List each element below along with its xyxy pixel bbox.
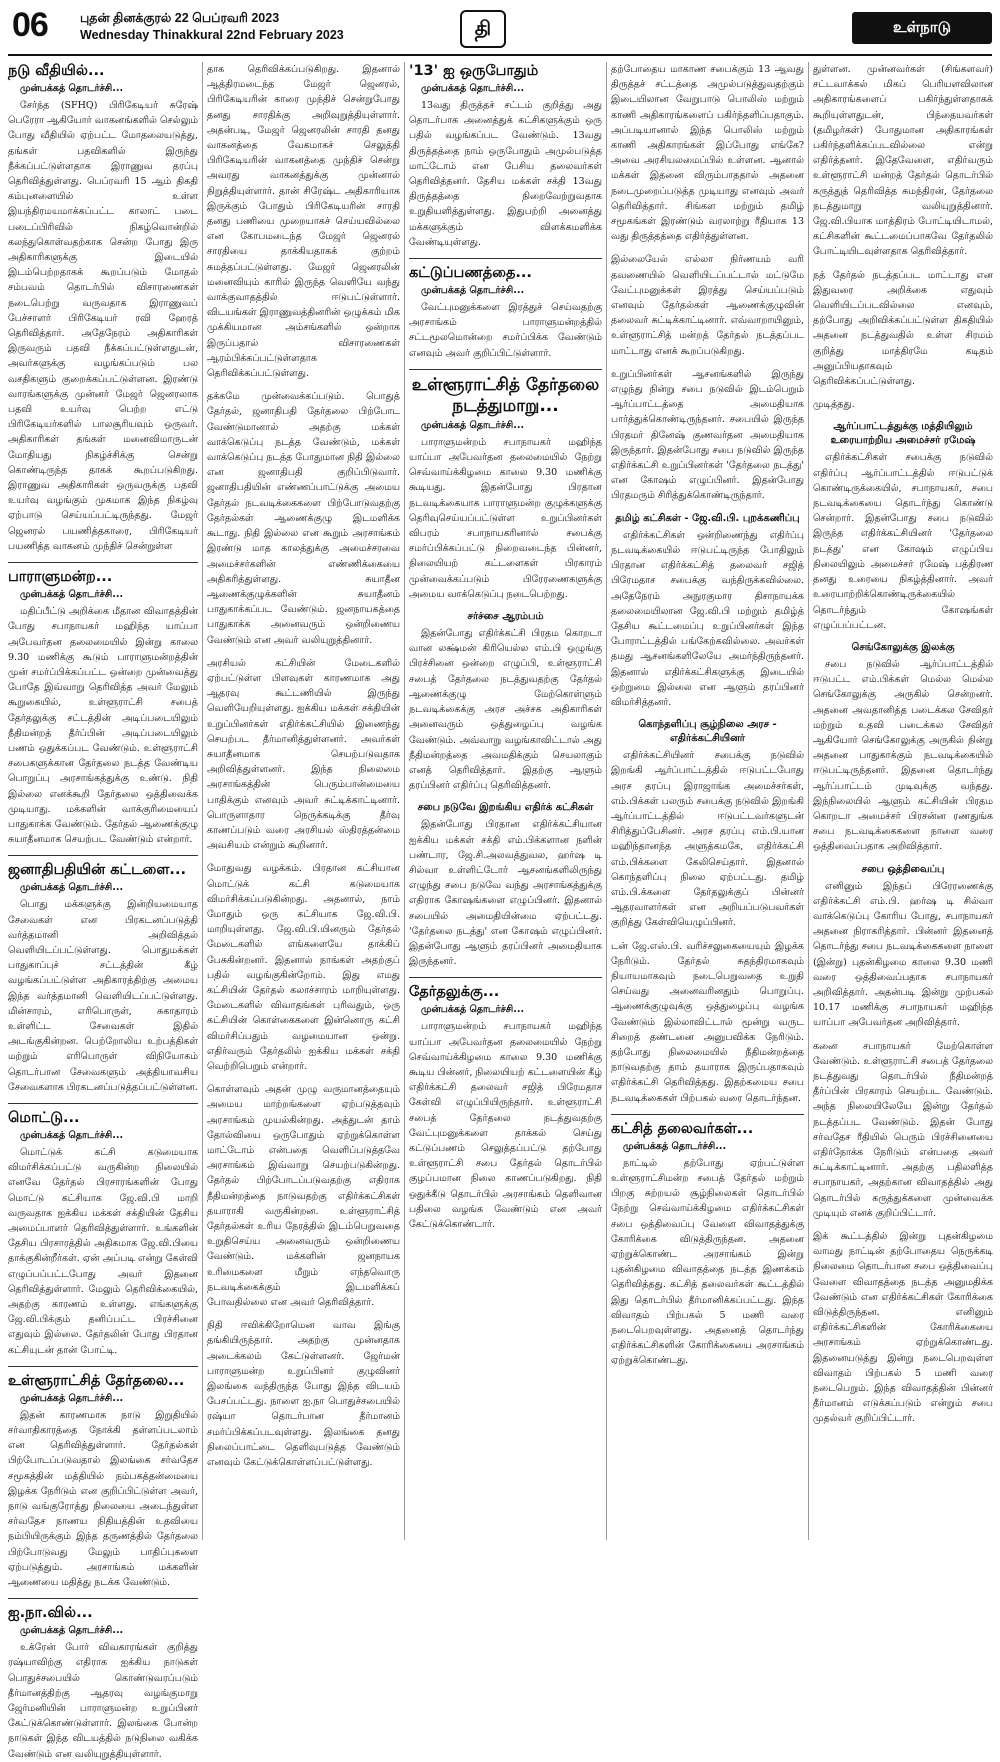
story-body: பாராளுமன்றம் சபாநாயகர் மஹிந்த யாப்பா அபேவர்தன தலைமையில் நேற்று செவ்வாய்க்கிழமை காலை 9.30 மணிக்கு கூடிய பின்னர், நிலையியற் கட்டளையின் கீழ் எதிர்க்கட்சி தலைவர் சஜித் பிரேமதாச கேள்வி எழுப்பியிருந்தார். உள்ளூராட்சி சபைத் தேர்தலை நடத்துவதற்கு வேட்புமனுக்களை தாக்கல் செய்து கட்டுப்பணம் செலுத்தப்பட்டு தற்போது உள்ளூராட்சி சபை தேர்தல் தொடர்பில் குழப்பமான நிலை காணப்படுகிறது. நிதி ஒதுக்கீடு தொடர்பில் அரசாங்கம் தெளிவான பதிலை வழங்க வேண்டும் என அவர் கேட்டுக்கொண்டார். (409, 1021, 602, 1230)
news-story (409, 62, 602, 250)
story-headline: உள்ளூராட்சித் தேர்தலை... (8, 1372, 185, 1389)
news-story (409, 801, 602, 969)
story-subheading: கொந்தளிப்பு சூழ்நிலை அரச - எதிர்க்கட்சியினர் (638, 719, 777, 745)
story-separator (409, 258, 602, 259)
news-story (409, 258, 602, 361)
continuation-kicker: முன்பக்கத் தொடர்ச்சி... (623, 1140, 727, 1152)
story-body: இக் கூட்டத்தில் இன்று புதன்கிழமை வாமது நாட்டின் தற்போதைய நெருக்கடி நிலைமை தொடர்பான சபை ஒத்திவைப்பு வேளை விவாதத்தை நடத்த அனுமதிக்க வேண்டும் என எதிர்க்கட்சிகள் கோரிக்கை விடுத்திருந்தன. எனினும் எதிர்க்கட்சிகளின் கோரிக்கையை அரசாங்கம் ஏற்றுக்கொண்டது. இதனையடுத்து இன்று நடைபெறவுள்ள விவாதம் பிற்பகல் 5 மணி வரை நடைபெறும். இந்த விவாதத்தின் பின்னர் தீர்மானம் எடுக்கப்படும் என்றும் சபை முதல்வர் குறிப்பிட்டார். (813, 1231, 993, 1425)
story-headline: கட்டுப்பணத்தை... (409, 265, 532, 282)
news-story (611, 512, 804, 710)
continuation-kicker: முன்பக்கத் தொடர்ச்சி... (421, 285, 525, 297)
story-body: எனினும் இந்தப் பிரேரணைக்கு எதிர்க்கட்சி எம்.பி. ஹர்ஷ டி சில்வா வாக்கெடுப்பு கோரிய போது, சபாநாயகர் அதனை நிராகரித்தார். பின்னர் இதனைத் தொடர்ந்து சபை நடவடிக்கைகளை நாளை (இன்று) புதன்கிழமை காலை 9.30 மணி வரை ஒத்திவைப்பதாக சபாநாயகர் அறிவித்தார். அதன்படி இன்று முற்பகல் 10.17 மணிக்கு சபாநாயகர் மஹிந்த யாப்பா அபேவர்தன அறிவித்தார். (813, 880, 993, 1029)
column-divider (404, 62, 405, 1540)
story-separator (8, 855, 198, 856)
story-body: துள்ளன. முன்னவர்கள் (சிங்களவர்) சட்டவாக்கல் மிகப் பெரியளவிலான அதிகாரங்களைப் பகிர்ந்துள்ளதாகக் கூறியுள்ளதுடன், பிந்தையவர்கள் (தமிழர்கள்) போதுமான அதிகாரங்கள் பகிர்ந்தளிக்கப்படவில்லை என்று எதிர்த்தனர். இதேவேளை, எதிர்வரும் உள்ளூராட்சி மன்றத் தேர்தல் தொடர்பில் கருத்துத் தெரிவித்த சுமந்திரன், தேர்தலை நடத்துமாறு வலியுறுத்தினார். ஜே.வி.பியாக மாத்திரம் போட்டியிடாமல், கட்சிகளின் கூட்டமைப்பாகவே தேர்தலில் போட்டியிடவுள்ளதாக தெரிவித்தார். (813, 64, 993, 258)
story-body: முடித்தது. (813, 399, 855, 411)
story-separator (8, 1598, 198, 1599)
news-story (611, 718, 804, 930)
news-story (207, 389, 400, 647)
story-body: மதிப்பீட்டு அறிக்கை மீதான விவாதத்தின் போது சபாநாயகர் மஹிந்த யாப்பா அபேவர்தன தலைமையில் இன்று காலை 9.30 மணிக்கு கூடும் பாராளுமன்றத்தின் முன் சமர்ப்பிக்கப்பட்ட ஒன்றை முன்வைத்து போதே இவ்வாறு தெரிவித்த அவர் மேலும் கூறுகையில், உள்ளூராட்சி சபைத் தேர்தலுக்கு சட்டத்தின் அடிப்படையிலும் நீதிமன்றத் தீர்ப்பின் அடிப்படையிலும் பணம் ஒதுக்கப்பட வேண்டும். உள்ளூராட்சி சபைகளுக்கான தேர்தலை நடத்த வேண்டிய பொறுப்பு அரசாங்கத்துக்கு உண்டு. நிதி இல்லை எனக்கூறி தேர்தலை ஒத்திவைக்க முடியாது. மக்களின் வாக்குரிமையைப் பாதுகாக்க வேண்டும். தேர்தல் ஆணைக்குழு சுயாதீனமாக செயற்பட வேண்டும் என்றார். (8, 606, 198, 846)
masthead (8, 6, 992, 56)
story-body: இதன்போது எதிர்க்கட்சி பிரதம கொறடா வான லக்ஷ்மன் கிரியெல்ல எம்.பி ஒழுங்கு பிரச்சினை ஒன்றை எழுப்பி, உள்ளூராட்சி சபைத் தேர்தலை நடத்துவதற்கு தேர்தல் ஆணைக்குழு மேற்கொள்ளும் நடவடிக்கைக்கு அரச அச்சக அதிகாரிகள் அனைவரும் ஒத்துழைப்பு வழங்க வேண்டும். அவ்வாறு வழங்காவிட்டால் அது நீதிமன்றத்தை அவமதிக்கும் செயலாகும் எனத் தெரிவித்தார். இதற்கு ஆளும் தரப்பினர் எதிர்ப்பு தெரிவித்தனர். (409, 628, 602, 792)
news-story (409, 369, 602, 602)
news-story (611, 939, 804, 1106)
story-headline: '13' ஐ ஒருபோதும் (409, 63, 539, 79)
news-story (207, 656, 400, 854)
story-body: இதன் காரணமாக நாடு இறுதியில் சர்வாதிகாரத்தை நோக்கி தள்ளப்படலாம் என தெரிவித்துள்ளார். தேர்தல்கள் பிற்போடப்படுவதால் இலங்கை சர்வதேச சமூகத்தின் மத்தியில் நம்பகத்தன்மையை இழக்க நேரிடும் என குறிப்பிட்டுள்ள அவர், நாடு வங்குரோத்து நிலையை அடைந்துள்ள சர்வதேச நாணய நிதியத்தின் உதவியை நம்பியிருக்கும் இந்த தருணத்தில் தேர்தலை பிற்போடுவது மேலும் பாதிப்புகளை ஏற்படுத்தும். அரசாங்கம் மக்களின் ஆணையை மதித்து நடக்க வேண்டும். (8, 1409, 198, 1589)
continuation-kicker: முன்பக்கத் தொடர்ச்சி... (421, 1004, 525, 1016)
story-headline: பாராளுமன்ற... (8, 569, 113, 586)
column-5 (813, 62, 993, 1540)
news-story (8, 1598, 198, 1762)
column-2 (207, 62, 400, 1540)
story-body: தக்கமே முன்வைக்கப்படும். பொதுத் தேர்தல், ஜனாதிபதி தேர்தலை பிற்போட வேண்டுமானால் அதற்கு மக்கள் வாக்கெடுப்பு நடத்த வேண்டும், மக்கள் வாக்கெடுப்பு நடத்த போதுமான நிதி இல்லை என ஜனாதிபதி குறிப்பிடுவார். ஜனாதிபதியின் எண்ணப்பாட்டுக்கு அமைய தேர்தல் நடவடிக்கைகளை பிற்போடுவதற்கு தேர்தல்கள் ஆணைக்குழு இடமளிக்க கூடாது. நிதி இல்லை என கூறும் அரசாங்கம் இரண்டு மாத காலத்துக்கு அமைச்சரவை அமைச்சர்களின் எண்ணிக்கையை அதிகரித்துள்ளது. சுயாதீன ஆணைக்குழுக்களின் சுயாதீனம் பாதுகாக்கப்பட வேண்டும். ஜனநாயகத்தை பாதுகாக்க அனைவரும் ஒன்றிணைய வேண்டும் என அவர் வலியுறுத்தினார். (207, 391, 400, 646)
story-body: 13வது திருத்தச் சட்டம் குறித்து அது தொடர்பாக அனைத்துக் கட்சிகளுக்கும் ஒரு பதில் வழங்கப்பட வேண்டும். 13வது திருத்தத்தை நாம் ஒருபோதும் அமுல்படுத்த மாட்டோம் என பேசிய தலைவர்கள் தெரிவித்தனர். தேசிய மக்கள் சக்தி 13வது திருத்தத்தை நிறைவேற்றுவதாக உறுதியளித்துள்ளது. இதுபற்றி அனைத்து மக்களுக்கும் விளக்கமளிக்க வேண்டியுள்ளது. (409, 100, 602, 248)
continuation-kicker: முன்பக்கத் தொடர்ச்சி... (20, 589, 124, 601)
story-body: தாக தெரிவிக்கப்படுகிறது. இதனால் ஆத்திரமடைந்த மேஜர் ஜெனரல், பிரிகேடியரின் காரை முந்திச் சென்றுபோது தனது சாரதிக்கு அறிவுறுத்தியுள்ளார். அதன்படி, மேஜர் ஜெனரலின் சாரதி தனது வாகனத்தை வேகமாகச் செலுத்தி பிரிகேடியரின் வாகனத்தை முந்திச் சென்று அவரது வாகனத்துக்கு முன்னால் நிறுத்தியுள்ளார். தான் சிரேஷ்ட அதிகாரியாக இருக்கும் போதும் பிரிகேடியரின் சாரதி தனது பணியை முறையாகச் செய்யவில்லை என கோபமடைந்த மேஜர் ஜெனரல் சாரதியை தாக்கியதாகக் குற்றம் சுமத்தப்பட்டுள்ளது. மேஜர் ஜெனரலின் மனைவியும் காரில் இருந்த வெளியே வந்து வாக்குவாதத்தில் ஈடுபட்டுள்ளார். விடயங்கள் இராணுவத்தினரின் ஒழுக்கம் மிக முக்கியமான அம்சங்களில் ஒன்றாக இருப்பதால் விசாரணைகள் ஆரம்பிக்கப்பட்டுள்ளதாக தெரிவிக்கப்பட்டுள்ளது. (207, 64, 400, 380)
continuation-kicker: முன்பக்கத் தொடர்ச்சி... (20, 1129, 124, 1141)
column-divider (202, 62, 203, 1540)
story-body: கனை சபாநாயகர் மேற்கொள்ள வேண்டும். உள்ளூராட்சி சபைத் தேர்தலை நடத்துவது தொடர்பில் நீதிமன்றத் தீர்ப்பின் பிரகாரம் செயற்பட வேண்டும். அந்த நிலையிலேயே இன்று தேர்தல் நடத்தப்பட வேண்டும். இதன் போது சர்வதேச ரீதியில் பெரும் பிரச்சினையை எதிர்நோக்க நேரிடும் என்பதை அவர் சுட்டிக்காட்டினார். அதற்கு பதிலளித்த சபாநாயகர், அதற்கான விவாதத்தில் அது தொடர்பில் கருத்துக்களை முன்வைக்க முடியும் எனக் குறிப்பிட்டார். (813, 1040, 993, 1219)
story-subheading: சபை ஒத்திவைப்பு (861, 863, 945, 875)
story-body: பொது மக்களுக்கு இன்றியமையாத சேவைகள் என பிரகடனப்படுத்தி வர்த்தமானி அறிவித்தல் வெளியிடப்பட்டுள்ளது. பொதுமக்கள் பாதுகாப்புச் சட்டத்தின் கீழ் வழங்கப்பட்டுள்ள அதிகாரத்திற்கு அமைய இந்த வர்த்தமானி வெளியிடப்பட்டுள்ளது. மின்சாரம், எரிபொருள், சுகாதாரம் உள்ளிட்ட சேவைகள் இதில் அடங்குகின்றன. பெற்றோலிய உற்பத்திகள் மற்றும் எரிபொருள் விநியோகம் தொடர்பான சேவைகளும் அத்தியாவசிய சேவைகளாக பிரகடனப்படுத்தப்பட்டுள்ளன. (8, 899, 198, 1093)
news-story (611, 367, 804, 504)
story-headline: நடு வீதியில்... (8, 63, 105, 79)
news-story (207, 1082, 400, 1310)
story-body: உறுப்பினர்கள் ஆசனங்களில் இருந்து எழுந்து நின்று சபை நடுவில் இடம்பெறும் ஆர்ப்பாட்டத்தை அமைதியாக பார்த்துக்கொண்டிருந்தனர். சபையில் இருந்த பிரதமர் தினேஷ் குணவர்தன அமைதியாக இருந்தார். இதன்போது சபை நடுவில் இருந்த எதிர்க்கட்சி உறுப்பினர்கள் 'தேர்தலை நடத்து' என கோஷம் எழுப்பினர். இதன்போது பிரதமரும் சிரித்துக்கொண்டிருந்தார். (611, 368, 804, 502)
story-body: உக்ரேன் போர் விவகாரங்கள் குறித்து ரஷ்யாவிற்கு எதிராக ஐக்கிய நாடுகள் பொதுச்சபையில் கொண்டுவரப்படும் தீர்மானத்திற்கு ஆதரவு வழங்குமாறு ஜேர்மனியின் பாராளுமன்ற உறுப்பினர் கேட்டுக்கொண்டுள்ளார். இலங்கை போன்ற நாடுகள் இந்த விடயத்தில் நடுநிலை வகிக்க வேண்டும் என வலியுறுத்தியுள்ளார். (8, 1642, 198, 1760)
news-story (813, 397, 993, 412)
story-body: எதிர்க்கட்சிகள் சபைக்கு நடுவில் எதிர்ப்பு ஆர்ப்பாட்டத்தில் ஈடுபட்டுக் கொண்டிருக்கையில், சபாநாயகர், சபை நடவடிக்கையை தொடர்ந்து கொண்டு சென்றார். இதன்போது சபை நடுவில் இருந்த எதிர்க்கட்சியினர் 'தேர்தலை நடத்து' என கோஷம் எழுப்பிய நிலையிலும் அமைச்சர் ரமேஷ் பத்திரண தனது உரையை நிகழ்த்தினார். அவர் உரையாற்றிக்கொண்டிருக்கையில் தொடர்ந்தும் கோஷங்கள் எழுப்பப்பட்டன. (813, 452, 993, 631)
story-separator (8, 1366, 198, 1367)
story-body: எதிர்க்கட்சியினர் சபைக்கு நடுவில் இறங்கி ஆர்ப்பாட்டத்தில் ஈடுபட்டபோது அரச தரப்பு இராஜாங்க அமைச்சர்கள், எம்.பிக்கள் பலரும் சபைக்கு நடுவில் இறங்கி ஆர்ப்பாட்டத்தில் ஈடுபட்டவர்களுடன் சிரித்துப்பேசினர். அரச தரப்பு எம்.பி.யான மஹிந்தானந்த அளுத்கமகே, எதிர்க்கட்சி எம்.பிக்களை கேலிசெய்தார். இதனால் கொந்தளிப்பு நிலை ஏற்பட்டது. தமிழ் எம்.பி.க்களை தேர்தலுக்குப் பின்னர் ஆதரவாளர்கள் என அறியப்படுபவர்கள் குறித்து கேள்வியெழுப்பினர். (611, 750, 804, 929)
news-story (207, 62, 400, 381)
masthead-tamil-dateline: புதன் தினக்குரல் 22 பெப்ரவரி 2023 (80, 11, 280, 25)
story-headline: ஐ.நா.வில்... (8, 1605, 93, 1622)
story-body: நாட்டில் தற்போது ஏற்பட்டுள்ள உள்ளூராட்சிமன்ற சபைத் தேர்தல் மற்றும் பிறகு சுற்றயல் சூழ்நிலைகள் தொடர்பில் நேற்று செவ்வாய்க்கிழமை எதிர்க்கட்சிகள் சபை ஒத்திவைப்பு வேளை விவாதத்துக்கு கோரிக்கை விடுத்திருந்தன. அதனை ஏற்றுக்கொண்ட அரசாங்கம் இன்று புதன்கிழமை விவாதத்தை நடத்த இணக்கம் தெரிவித்தது. கட்சித் தலைவர்கள் கூட்டத்தில் இது தொடர்பில் தீர்மானிக்கப்பட்டது. இந்த விவாதம் பிற்பகல் 5 மணி வரை நடைபெறவுள்ளது. அதனைத் தொடர்ந்து எதிர்க்கட்சிகளின் கோரிக்கையை அரசாங்கம் ஏற்றுக்கொண்டது. (611, 1157, 804, 1367)
story-subheading: சபை நடுவே இறங்கிய எதிர்க் கட்சிகள் (417, 802, 594, 814)
story-body: கொள்ளவும் அதன் முழு வருமானத்தையும் அமைய மாற்றங்களை ஏற்படுத்தவும் அரசாங்கம் முயல்கின்றது. அத்துடன் தாம் தோல்வியை ஒருபோதும் ஏற்றுக்கொள்ள மாட்டோம் என்பதை வெளிப்படுத்தவே அரசாங்கம் இவ்வாறு செயற்படுகின்றது. தேர்தல் பிற்போடப்படுவதற்கு எதிராக நீதிமன்றத்தை நாடுவதற்கு எதிர்க்கட்சிகள் தயாராகி வருகின்றன. உள்ளூராட்சித் தேர்தல்கள் உரிய நேரத்தில் இடம்பெறுவதை உறுதிசெய்ய அனைவரும் ஒன்றிணைய வேண்டும். மக்களின் ஜனநாயக உரிமைகளை மீறும் எந்தவொரு நடவடிக்கைக்கும் இடமளிக்கப் போவதில்லை என அவர் தெரிவித்தார். (207, 1084, 400, 1309)
story-subheading: சர்ச்சை ஆரம்பம் (467, 611, 544, 623)
story-headline: தேர்தலுக்கு... (409, 984, 500, 1001)
news-story (611, 62, 804, 244)
story-body: டன் ஜே.எஸ்.பி. வரிச்சலுகையையும் இழக்க நேரிடும். தேர்தல் சுதந்திரமாகவும் நியாயமாகவும் நடைபெறுவதை உறுதி செய்வது அனைவரினதும் பொறுப்பு. ஆணைக்குழுவுக்கு ஒத்துழைப்பு வழங்க வேண்டும் இல்லாவிட்டால் மூன்று வருட சிறைத் தண்டனை அனுபவிக்க நேரிடும். தற்போது நிலைமையில் நீதிமன்றத்தை நாடுவதற்கு தாம் தயாராக இருப்பதாகவும் எதிர்க்கட்சி தெரிவித்தது. இதற்கமைய சபை நடவடிக்கைகள் பிற்பகல் வரை தொடர்ந்தன. (611, 940, 804, 1104)
news-story (409, 610, 602, 793)
news-story (207, 1318, 400, 1470)
continuation-kicker: முன்பக்கத் தொடர்ச்சி... (20, 83, 124, 94)
news-story (813, 641, 993, 855)
news-story (8, 62, 198, 554)
story-separator (409, 369, 602, 370)
story-body: இல்லையேல் எல்லா நிர்ணயம் வரி தவணையில் வெளியிடப்பட்டால் மட்டுமே வேட்புமனுக்கள் இரத்து செய்யப்படும் எனவும் தேர்தல்கள் ஆணைக்குழுவின் தலைவர் சுட்டிக்காட்டினார். எவ்வாறாயினும், உள்ளூராட்சித் மன்றத் தேர்தல் நடத்தப்பட மாட்டாது எனக் கூறப்படுகிறது. (611, 254, 804, 357)
story-body: மொட்டுக் கட்சி கடுமையாக விமர்சிக்கப்பட்டு வருகின்ற நிலையில் எனவே தேர்தல் பிரசாரங்களின் போது மொட்டு கட்சியாக ஜே.வி.பி மாறி வருவதாக ஐக்கிய மக்கள் சக்தியின் தேசிய அமைப்பாளர் தெரிவித்துள்ளார். உங்களின் தேசிய பிரசாரத்தில் அதிகமாக ஜே.வி.பியை தாக்குகின்றீர்கள். ஏன் அப்படி என்று கேள்வி எழுப்பப்பட்டபோது அவர் இதனை தெரிவித்துள்ளார். மேலும் தெரிவிக்கையில், அதற்கு காரணம் உள்ளது. எங்களுக்கு ஜே.வி.பிக்கும் தனிப்பட்ட பிரச்சினை எதுவும் இல்லை. தேர்தலின் போது பிரதான கட்சியுடன் தான் போட்டி. (8, 1146, 198, 1356)
continuation-kicker: முன்பக்கத் தொடர்ச்சி... (20, 1392, 124, 1404)
story-separator (611, 1114, 804, 1115)
story-separator (8, 1103, 198, 1104)
news-story (813, 420, 993, 632)
news-story (8, 562, 198, 847)
news-story (409, 977, 602, 1232)
news-story (611, 252, 804, 358)
story-body: எதிர்க்கட்சிகள் ஒன்றிணைந்து எதிர்ப்பு நடவடிக்கையில் ஈடுபட்டிருந்த போதிலும் பிரதான எதிர்க்கட்சித் தலைவர் சஜித் பிரேமதாச சபைக்கு வந்திருக்கவில்லை. அதேநேரம் அநுரகுமார திசாநாயக்க தலைமையிலான ஜே.வி.பி மற்றும் தமிழ்த் தேசிய கூட்டமைப்பு உறுப்பினர்கள் இந்த போராட்டத்தில் பங்கேற்கவில்லை. அவர்கள் தமது ஆசனங்களிலேயே அமர்ந்திருந்தனர். இதனால் எதிர்க்கட்சிகளுக்கு இடையில் ஒற்றுமை இல்லை என ஆளும் தரப்பினர் விமர்சித்தனர். (611, 529, 804, 708)
news-story (813, 1229, 993, 1427)
masthead-english-dateline: Wednesday Thinakkural 22nd February 2023 (80, 28, 344, 42)
story-headline: மொட்டு... (8, 1109, 80, 1126)
story-body: நத் தேர்தல் நடத்தப்பட மாட்டாது என இதுவரை அறிக்கை எதுவும் வெளியிடப்படவில்லை எனவும், தற்போது அறிவிக்கப்பட்டுள்ள திகதியில் அதனை நடத்துவதில் உள்ள சிரமம் குறித்து மாத்திரமே கடிதம் அனுப்பியதாகவும் தெரிவிக்கப்பட்டுள்ளது. (813, 269, 993, 388)
news-story (813, 863, 993, 1031)
news-story (207, 861, 400, 1074)
section-label: உள்நாடு (852, 12, 992, 44)
news-story (8, 855, 198, 1095)
story-body: பாராளுமன்றம் சபாநாயகர் மஹிந்த யாப்பா அபேவர்தன தலைமையில் நேற்று செவ்வாய்க்கிழமை காலை 9.30 மணிக்கு கூடியது. இதன்போது பிரதான நடவடிக்கையாக பாராளுமன்ற குழுக்களுக்கு தெரிவுசெய்யப்பட்டுள்ள உறுப்பினர்கள் விபரம் சபாநாயகரினால் சபைக்கு சமர்ப்பிக்கப்பட்டு நிறைவடைந்த பின்னர், நிலையியற் கட்டளைகள் பிரகாரம் முன்வைக்கப்படும் பிரேரணைகளுக்கு அமைய வாக்கெடுப்பு நடைபெற்றது. (409, 436, 602, 600)
story-body: சபை நடுவில் ஆர்ப்பாட்டத்தில் ஈடுபட்ட எம்.பிக்கள் மெல்ல மெல்ல செங்கோலுக்கு அருகில் சென்றனர். அதனை அவதானித்த படைக்கல சேவிதர் மற்றும் உதவி படைக்கல சேவிதர் ஆகியோர் செங்கோலுக்கு அருகில் நின்று அதனை பாதுகாக்கும் நடவடிக்கையில் ஈடுபட்டிருந்தனர். இதனை தொடர்ந்து ஆர்ப்பாட்டம் முடிவுக்கு வந்தது. இந்நிலையில் ஆளும் கட்சியின் பிரதம கொறடா அமைச்சர் பிரசன்ன ரணதுங்க சபை நடவடிக்கைகளை நாளை வரை ஒத்திவைப்பதாக அறிவித்தார். (813, 658, 993, 853)
story-body: நிதி ஈவிக்கிறோமென வாவ இங்கு தங்கியிருந்தார். அதற்கு முன்னதாக அடைக்கலம் கேட்டுள்ளனர். ஜேர்மன் பாராளுமன்ற உறுப்பினர் குழுவினர் இலங்கை வந்திருந்த போது இந்த விடயம் பேசப்பட்டது. நாளை ஐ.நா பொதுச்சபையில் ரஷ்யா தொடர்பான தீர்மானம் சமர்ப்பிக்கப்படவுள்ளது. இலங்கை தனது நிலைப்பாட்டை தெளிவுபடுத்த வேண்டும் எனவும் கேட்டுக்கொள்ளப்பட்டுள்ளது. (207, 1320, 400, 1469)
continuation-kicker: முன்பக்கத் தொடர்ச்சி... (421, 419, 525, 431)
story-headline: கட்சித் தலைவர்கள்... (611, 1120, 754, 1137)
story-headline: உள்ளூராட்சித் தேர்தலை நடத்துமாறு... (411, 374, 600, 416)
news-story (813, 1039, 993, 1221)
story-subheading: செங்கோலுக்கு இலக்கு (851, 641, 955, 653)
news-story (8, 1366, 198, 1590)
column-divider (808, 62, 809, 1540)
column-3 (409, 62, 602, 1540)
continuation-kicker: முன்பக்கத் தொடர்ச்சி... (421, 83, 525, 94)
masthead-dateline (80, 10, 344, 44)
page-number: 06 (12, 6, 48, 44)
story-separator (8, 562, 198, 563)
story-body: அரசியல் கட்சியின் மேடைகளில் ஏற்பட்டுள்ள பிளவுகள் காரணமாக அது ஆதரவு கூட்டணியில் இருந்து வெளியேறியுள்ளது. ஐக்கிய மக்கள் சக்தியின் உறுப்பினர்கள் எதிர்க்கட்சியில் இணைந்து செயற்பட தீர்மானித்துள்ளனர். அவர்கள் சுயாதீனமாக செயற்படுவதாக அறிவித்துள்ளனர். இந்த நிலைமை அரசாங்கத்தின் பெரும்பான்மையை பாதிக்கும் எனவும் அவர் சுட்டிக்காட்டினார். பொருளாதார நெருக்கடிக்கு தீர்வு காணப்படும் வரை அரசியல் ஸ்திரத்தன்மை அவசியம் என்றும் கூறினார். (207, 657, 400, 852)
story-body: மோதுவது வழக்கம். பிரதான கட்சியான மொட்டுக் கட்சி கடுமையாக விமர்சிக்கப்படுகின்றது. அதனால், நாம் மோதும் ஒரு கட்சியாக ஜே.வி.பி. மாறியுள்ளது. ஜே.வி.பி.யினரும் தேர்தல் மேடைகளில் எங்களையே தாக்கிப் பேசுகின்றனர். இதனால் நாங்கள் அதற்குப் பதில் வழங்குகின்றோம். இது எமது கட்சியின் தேர்தல் கலாச்சாரம் மாறியுள்ளது. மேடைகளில் விவாதங்கள் புரிவதும், ஒரு கட்சியின் கொள்கைகளை இன்னொரு கட்சி விமர்சிப்பதும் வழமையான ஒன்று. எதிர்வரும் தேர்தலில் ஐக்கிய மக்கள் சக்தி வெற்றிபெறும் என்றார். (207, 863, 400, 1072)
news-story (611, 1114, 804, 1369)
column-1 (8, 62, 198, 1760)
news-story (8, 1103, 198, 1358)
story-body: வேட்புமனுக்களை இரத்துச் செய்வதற்கு அரசாங்கம் பாராளுமன்றத்தில் சட்டமூலமொன்றை சமர்ப்பிக்க வேண்டும் எனவும் அவர் குறிப்பிட்டுள்ளார். (409, 302, 602, 359)
continuation-kicker: முன்பக்கத் தொடர்ச்சி... (20, 1625, 124, 1637)
newspaper-logo: தி (460, 10, 506, 48)
story-headline: ஜனாதிபதியின் கட்டளை... (8, 862, 186, 879)
column-4 (611, 62, 804, 1540)
story-subheading: தமிழ் கட்சிகள் - ஜே.வி.பி. புறக்கணிப்பு (615, 512, 800, 524)
column-divider (606, 62, 607, 1540)
news-story (813, 62, 993, 260)
story-subheading: ஆர்ப்பாட்டத்துக்கு மத்தியிலும் உரையாற்றிய அமைச்சர் ரமேஷ் (830, 421, 976, 447)
story-separator (409, 977, 602, 978)
continuation-kicker: முன்பக்கத் தொடர்ச்சி... (20, 882, 124, 894)
story-body: இதன்போது பிரதான எதிர்க்கட்சியான ஐக்கிய மக்கள் சக்தி எம்.பிக்களான நளின் பண்டார, ஜே.சி.அலவத்துவல, ஹர்ஷ டி சில்வா உள்ளிட்டோர் ஆசனங்களிலிருந்து எழுந்து சபை நடுவே வந்து அரசாங்கத்துக்கு எதிராக கோஷங்களை எழுப்பினர். இதனால் சபையில் அமைதியின்மை ஏற்பட்டது. 'தேர்தலை நடத்து' என கோஷம் எழுப்பினர். இதன்போது ஆளும் தரப்பினர் அமைதியாக இருந்தனர். (409, 819, 602, 968)
story-body: தற்போதைய மாகாண சபைக்கும் 13 ஆவது திருத்தச் சட்டத்தை அமுல்படுத்துவதற்கும் இடையிலான வேறுபாடு பொலிஸ் மற்றும் காணி அதிகாரங்களைப் பகிர்ந்தளிப்பதாகும். அப்படியானால் இந்த பொலிஸ் மற்றும் காணி அதிகாரங்கள் இப்போது எங்கே? அவை அரசியலமைப்பில் உள்ளன. ஆனால் மக்கள் இதனை விரும்பாததால் அதனை நடைமுறைப்படுத்த முடியாது எனவும் அவர் தெரிவித்தார். சிங்கள மற்றும் தமிழ் சமூகங்கள் இரண்டும் வரலாற்று ரீதியாக 13 வது திருத்தத்தை எதிர்த்துள்ளன. (611, 64, 804, 243)
story-body: சேர்ந்த (SFHQ) பிரிகேடியர் சுரேஷ் பெரேரா ஆகியோர் வாகனங்களில் செல்லும் போது வீதியில் ஏற்பட்ட மோதலையடுத்து, தங்கள் பதவிகளில் இருந்து நீக்கப்பட்டுள்ளதாக இராணுவ தரப்பு தெரிவித்துள்ளது. பெப்ரவரி 15 ஆம் திகதி கம்புனளையில் உள்ள இயந்திரமயமாக்கப்பட்ட காலாட் படை படைப்பிரிவில் நிகழ்வொன்றில் கலந்துகொள்வதற்காக சென்ற போது இரு அதிகாரிகளுக்கு இடையில் இடம்பெற்றதாகக் கூறப்படும் மோதல் சம்பவம் தொடர்பில் விசாரணைகள் நடைபெற்று வருவதாக இராணுவப் பேச்சாளர் பிரிகேடியர் ரவி ஹேரத் தெரிவித்தார். அதேநேரம் அதிகாரிகள் இருவரும் பதவி நீக்கப்பட்டுள்ளதுடன், அவர்களுக்கு வழங்கப்படும் பல வசதிகளும் குறைக்கப்பட்டுள்ளன. இரண்டு வாரங்களுக்கு முன்னர் மேஜர் ஜெனரலாக பதவி உயர்வு பெற்ற எட்டு பிரிகேடியர்களில் பாலசூரியவும் ஒருவர். அதிகாரிகள் தங்கள் மனைவிமாருடன் மோதியது நிகழ்ச்சிக்கு சென்று கொண்டிருந்த தாகக் கூறப்படுகிறது. இராணுவ அதிகாரிகள் ஒருவருக்கு பதவி உயர்வு வழங்கும் முகமாக இந்த நிகழ்வு ஏற்பாடு செய்யப்பட்டிருந்தது. மேஜர் ஜெனரல் பயணித்தகாரை, பிரிகேடியர் பயணித்த வாகனம் முந்திச் சென்றுள்ள (8, 100, 198, 552)
news-story (813, 268, 993, 390)
